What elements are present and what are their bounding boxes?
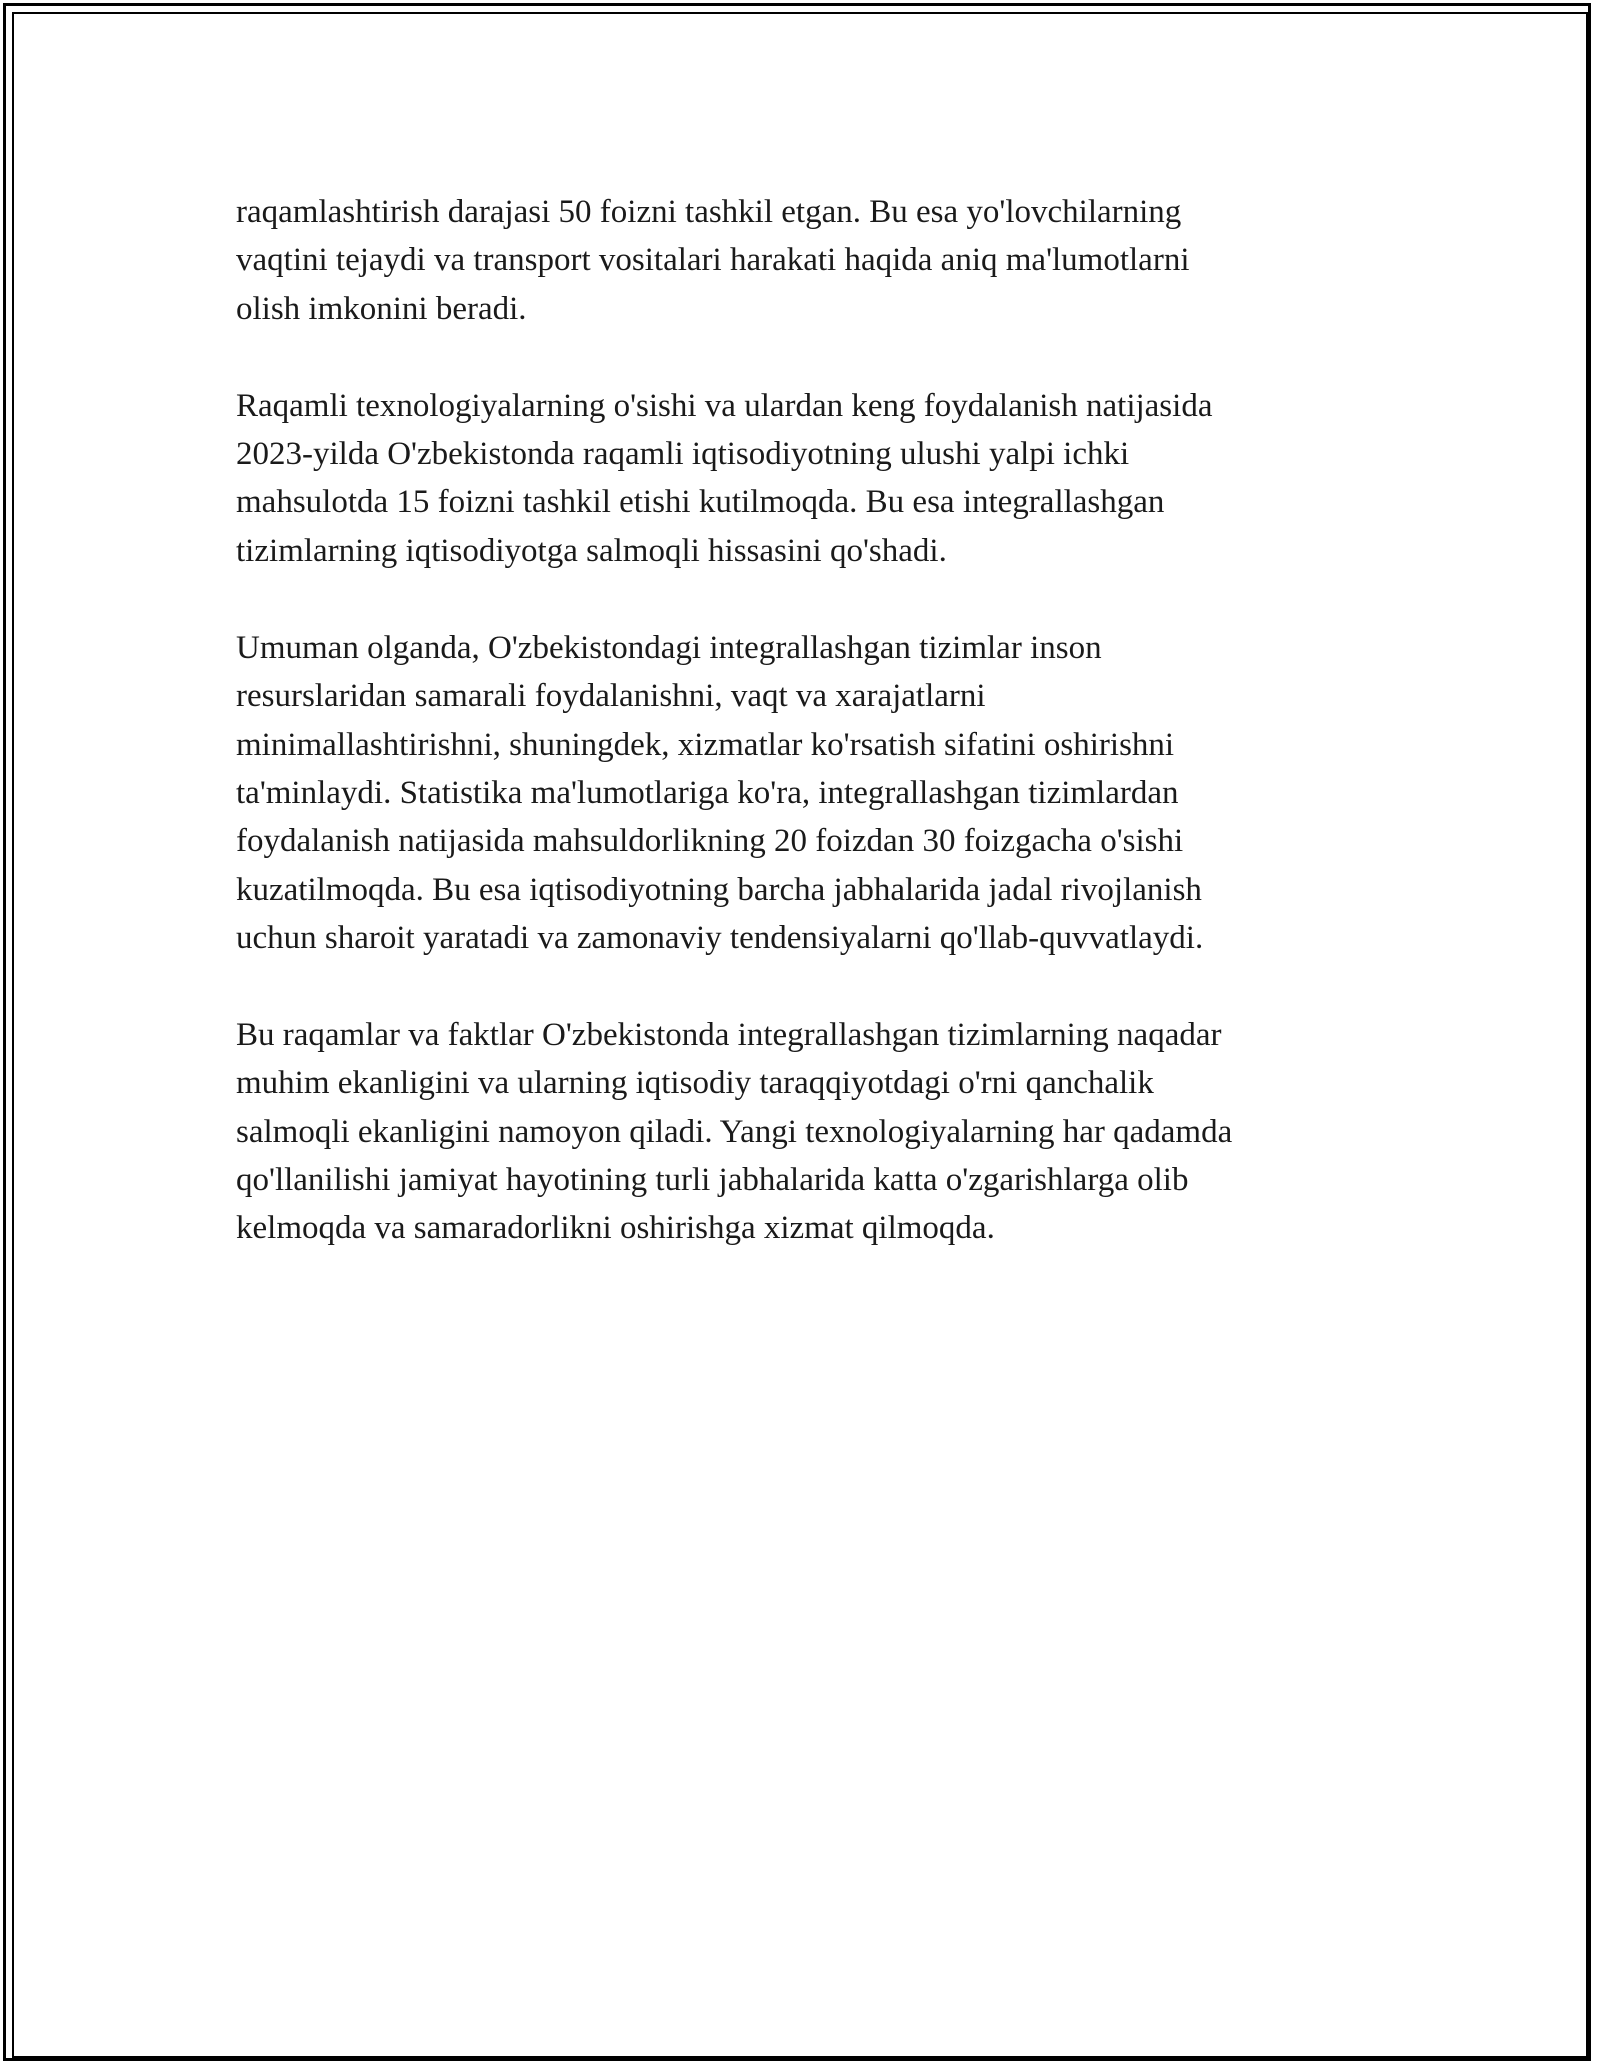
paragraph-4: Bu raqamlar va faktlar O'zbekistonda integrallashgan tizimlarning naqadar muhim ekanligini va ularning iqtisodiy taraqqiyotdagi o'rni qanchalik salmoqli ekanligini namoyon qiladi. Yangi texnologiyalarning har qadamda qo'llanilishi jamiyat hayotining turli jabhalarida katta o'zgarishlarga olib kelmoqda va samaradorlikni oshirishga xizmat qilmoqda. xyxy=(236,1017,1233,1247)
paragraph-2: Raqamli texnologiyalarning o'sishi va ulardan keng foydalanish natijasida 2023-yilda O'zbekistonda raqamli iqtisodiyotning ulushi yalpi ichki mahsulotda 15 foizni tashkil etishi kutilmoqda. Bu esa integrallashgan tizimlarning iqtisodiyotga salmoqli hissasini qo'shadi. xyxy=(236,387,1213,569)
paragraph-3: Umuman olganda, O'zbekistondagi integrallashgan tizimlar inson resurslaridan samarali foydalanishni, vaqt va xarajatlarni minimallashtirishni, shuningdek, xizmatlar ko'rsatish sifatini oshirishni ta'minlaydi. Statistika ma'lumotlariga ko'ra, integrallashgan tizimlardan foydalanish natijasida mahsuldorlikning 20 foizdan 30 foizgacha o'sishi kuzatilmoqda. Bu esa iqtisodiyotning barcha jabhalarida jadal rivojlanish uchun sharoit yaratadi va zamonaviy tendensiyalarni qo'llab-quvvatlaydi. xyxy=(236,630,1204,956)
paragraph-1: raqamlashtirish darajasi 50 foizni tashkil etgan. Bu esa yo'lovchilarning vaqtini tejaydi va transport vositalari harakati haqida aniq ma'lumotlarni olish imkonini beradi. xyxy=(236,194,1190,327)
document-body xyxy=(236,188,1356,1302)
